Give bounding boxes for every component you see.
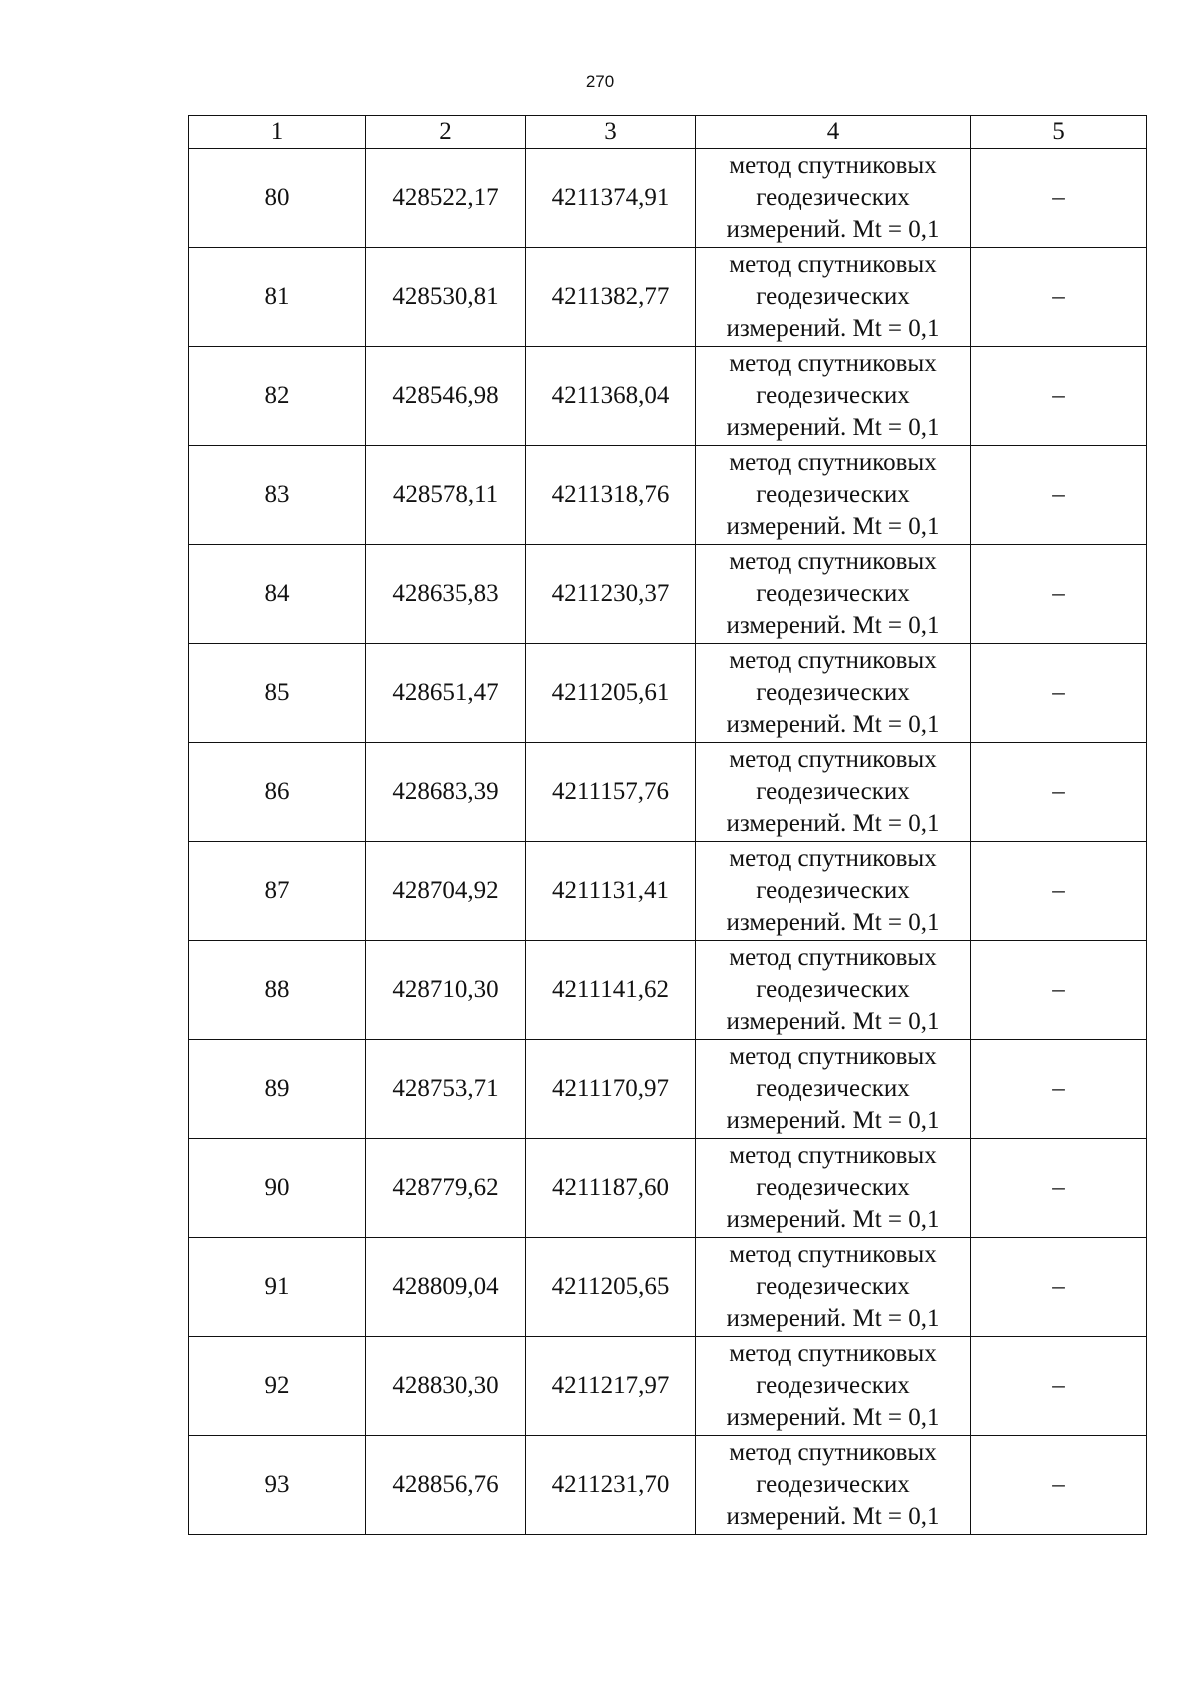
- method-cell: [696, 446, 971, 545]
- point-number-cell: 92: [189, 1337, 366, 1436]
- method-line: геодезических: [756, 1075, 910, 1102]
- method-line: измерений. Mt = 0,1: [726, 1206, 940, 1233]
- table-row: [189, 1238, 1147, 1337]
- point-number-cell: 87: [189, 842, 366, 941]
- method-line: метод спутниковых: [729, 944, 937, 971]
- table-row: [189, 842, 1147, 941]
- x-coordinate-cell: 428546,98: [366, 347, 526, 446]
- point-number-cell: 81: [189, 248, 366, 347]
- x-coordinate-cell: 428809,04: [366, 1238, 526, 1337]
- x-coordinate-cell: 428522,17: [366, 149, 526, 248]
- method-cell: [696, 1238, 971, 1337]
- x-coordinate-cell: 428683,39: [366, 743, 526, 842]
- point-number-cell: 89: [189, 1040, 366, 1139]
- column-header-4: 4: [696, 116, 971, 149]
- method-line: измерений. Mt = 0,1: [726, 315, 940, 342]
- point-number-cell: 86: [189, 743, 366, 842]
- header-row: [189, 116, 1147, 149]
- method-line: метод спутниковых: [729, 647, 937, 674]
- method-line: метод спутниковых: [729, 746, 937, 773]
- table-row: [189, 941, 1147, 1040]
- y-coordinate-cell: 4211374,91: [526, 149, 696, 248]
- method-line: геодезических: [756, 283, 910, 310]
- point-number-cell: 83: [189, 446, 366, 545]
- method-cell: [696, 743, 971, 842]
- method-line: измерений. Mt = 0,1: [726, 414, 940, 441]
- method-cell: [696, 347, 971, 446]
- point-number-cell: 93: [189, 1436, 366, 1535]
- column-header-2: 2: [366, 116, 526, 149]
- method-line: геодезических: [756, 1471, 910, 1498]
- method-line: измерений. Mt = 0,1: [726, 810, 940, 837]
- y-coordinate-cell: 4211230,37: [526, 545, 696, 644]
- method-line: метод спутниковых: [729, 1340, 937, 1367]
- table-row: [189, 1139, 1147, 1238]
- method-line: метод спутниковых: [729, 1142, 937, 1169]
- method-line: измерений. Mt = 0,1: [726, 711, 940, 738]
- table-row: [189, 1040, 1147, 1139]
- note-cell: –: [971, 941, 1147, 1040]
- method-line: метод спутниковых: [729, 449, 937, 476]
- table-row: [189, 545, 1147, 644]
- method-line: метод спутниковых: [729, 1439, 937, 1466]
- method-line: метод спутниковых: [729, 845, 937, 872]
- method-line: измерений. Mt = 0,1: [726, 1008, 940, 1035]
- y-coordinate-cell: 4211141,62: [526, 941, 696, 1040]
- method-cell: [696, 842, 971, 941]
- x-coordinate-cell: 428830,30: [366, 1337, 526, 1436]
- method-line: геодезических: [756, 1174, 910, 1201]
- point-number-cell: 84: [189, 545, 366, 644]
- note-cell: –: [971, 545, 1147, 644]
- table-row: [189, 149, 1147, 248]
- table-row: [189, 1436, 1147, 1535]
- column-header-1: 1: [189, 116, 366, 149]
- method-line: измерений. Mt = 0,1: [726, 1404, 940, 1431]
- x-coordinate-cell: 428530,81: [366, 248, 526, 347]
- x-coordinate-cell: 428779,62: [366, 1139, 526, 1238]
- method-line: измерений. Mt = 0,1: [726, 1503, 940, 1530]
- method-line: измерений. Mt = 0,1: [726, 513, 940, 540]
- x-coordinate-cell: 428578,11: [366, 446, 526, 545]
- method-line: геодезических: [756, 778, 910, 805]
- y-coordinate-cell: 4211205,61: [526, 644, 696, 743]
- y-coordinate-cell: 4211205,65: [526, 1238, 696, 1337]
- y-coordinate-cell: 4211170,97: [526, 1040, 696, 1139]
- method-line: измерений. Mt = 0,1: [726, 612, 940, 639]
- method-line: геодезических: [756, 877, 910, 904]
- table-row: [189, 1337, 1147, 1436]
- method-line: геодезических: [756, 184, 910, 211]
- table-body: [189, 149, 1147, 1535]
- method-line: геодезических: [756, 1372, 910, 1399]
- note-cell: –: [971, 248, 1147, 347]
- method-line: измерений. Mt = 0,1: [726, 216, 940, 243]
- method-line: метод спутниковых: [729, 548, 937, 575]
- method-line: метод спутниковых: [729, 251, 937, 278]
- method-line: геодезических: [756, 1273, 910, 1300]
- note-cell: –: [971, 149, 1147, 248]
- method-line: измерений. Mt = 0,1: [726, 909, 940, 936]
- x-coordinate-cell: 428651,47: [366, 644, 526, 743]
- point-number-cell: 80: [189, 149, 366, 248]
- note-cell: –: [971, 1436, 1147, 1535]
- method-line: геодезических: [756, 481, 910, 508]
- method-line: геодезических: [756, 382, 910, 409]
- point-number-cell: 91: [189, 1238, 366, 1337]
- method-line: геодезических: [756, 580, 910, 607]
- note-cell: –: [971, 842, 1147, 941]
- method-line: геодезических: [756, 976, 910, 1003]
- method-cell: [696, 1337, 971, 1436]
- method-cell: [696, 941, 971, 1040]
- point-number-cell: 82: [189, 347, 366, 446]
- y-coordinate-cell: 4211318,76: [526, 446, 696, 545]
- method-line: метод спутниковых: [729, 1043, 937, 1070]
- table-row: [189, 446, 1147, 545]
- y-coordinate-cell: 4211368,04: [526, 347, 696, 446]
- method-cell: [696, 248, 971, 347]
- x-coordinate-cell: 428856,76: [366, 1436, 526, 1535]
- y-coordinate-cell: 4211157,76: [526, 743, 696, 842]
- note-cell: –: [971, 1337, 1147, 1436]
- method-cell: [696, 545, 971, 644]
- page-number: 270: [585, 72, 615, 91]
- method-cell: [696, 1139, 971, 1238]
- note-cell: –: [971, 1238, 1147, 1337]
- y-coordinate-cell: 4211231,70: [526, 1436, 696, 1535]
- x-coordinate-cell: 428753,71: [366, 1040, 526, 1139]
- point-number-cell: 85: [189, 644, 366, 743]
- method-cell: [696, 1040, 971, 1139]
- table-row: [189, 248, 1147, 347]
- column-header-3: 3: [526, 116, 696, 149]
- note-cell: –: [971, 644, 1147, 743]
- point-number-cell: 90: [189, 1139, 366, 1238]
- method-line: измерений. Mt = 0,1: [726, 1305, 940, 1332]
- table-header: [189, 116, 1147, 149]
- x-coordinate-cell: 428710,30: [366, 941, 526, 1040]
- method-cell: [696, 149, 971, 248]
- note-cell: –: [971, 743, 1147, 842]
- y-coordinate-cell: 4211131,41: [526, 842, 696, 941]
- note-cell: –: [971, 347, 1147, 446]
- x-coordinate-cell: 428635,83: [366, 545, 526, 644]
- method-line: метод спутниковых: [729, 152, 937, 179]
- method-line: геодезических: [756, 679, 910, 706]
- x-coordinate-cell: 428704,92: [366, 842, 526, 941]
- table-row: [189, 644, 1147, 743]
- method-cell: [696, 644, 971, 743]
- point-number-cell: 88: [189, 941, 366, 1040]
- note-cell: –: [971, 1040, 1147, 1139]
- method-line: метод спутниковых: [729, 350, 937, 377]
- coordinates-table: [188, 115, 1147, 1535]
- method-line: измерений. Mt = 0,1: [726, 1107, 940, 1134]
- method-cell: [696, 1436, 971, 1535]
- note-cell: –: [971, 1139, 1147, 1238]
- table-row: [189, 347, 1147, 446]
- column-header-5: 5: [971, 116, 1147, 149]
- y-coordinate-cell: 4211382,77: [526, 248, 696, 347]
- method-line: метод спутниковых: [729, 1241, 937, 1268]
- y-coordinate-cell: 4211187,60: [526, 1139, 696, 1238]
- y-coordinate-cell: 4211217,97: [526, 1337, 696, 1436]
- table-row: [189, 743, 1147, 842]
- note-cell: –: [971, 446, 1147, 545]
